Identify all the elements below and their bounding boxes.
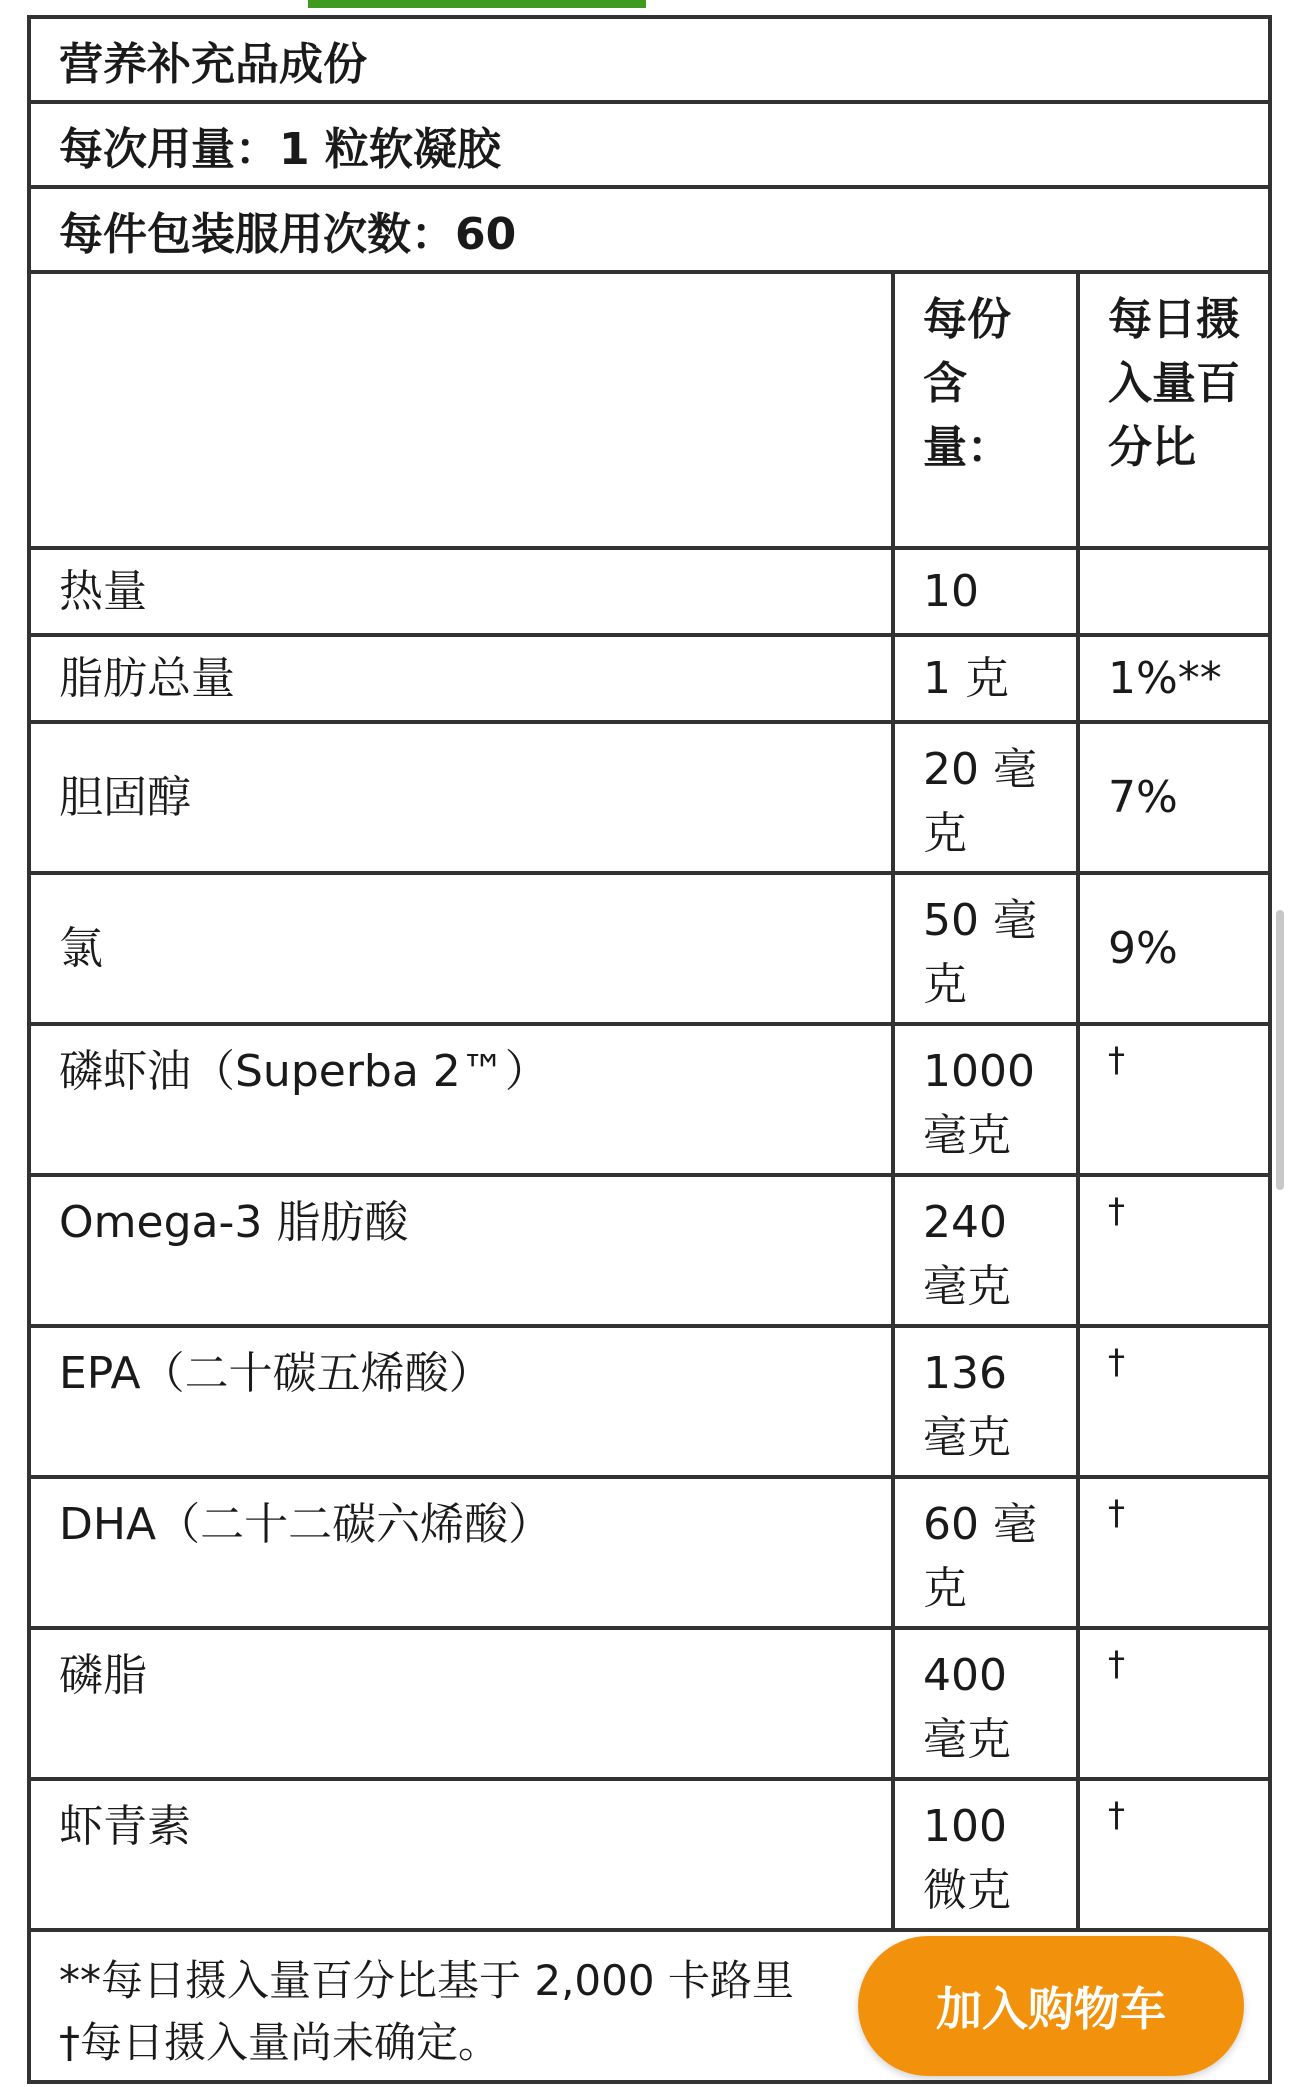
nutrient-dv <box>1080 550 1268 633</box>
table-row <box>31 1026 1268 1177</box>
nutrient-amount: 400 毫克 <box>895 1630 1080 1777</box>
nutrient-dv: † <box>1108 1040 1125 1080</box>
nutrient-amount: 10 <box>895 550 1080 633</box>
nutrient-dv: † <box>1108 1493 1125 1533</box>
nutrient-dv: † <box>1108 1191 1125 1231</box>
supplement-facts-table <box>27 15 1272 2084</box>
table-row <box>31 550 1268 637</box>
nutrient-dv: † <box>1108 1342 1125 1382</box>
nutrient-amount: 20 毫克 <box>895 724 1080 871</box>
column-header-row <box>31 274 1268 550</box>
add-to-cart-button[interactable]: 加入购物车 <box>858 1936 1244 2076</box>
nutrient-name: 热量 <box>31 550 895 633</box>
nutrient-name: 磷脂 <box>31 1630 895 1777</box>
table-row <box>31 1781 1268 1932</box>
table-row <box>31 724 1268 875</box>
nutrient-dv: † <box>1108 1644 1125 1684</box>
nutrient-amount: 100 微克 <box>895 1781 1080 1928</box>
nutrient-amount: 136 毫克 <box>895 1328 1080 1475</box>
table-row <box>31 1479 1268 1630</box>
nutrient-amount: 1000 毫克 <box>895 1026 1080 1173</box>
header-blank-cell <box>31 274 895 546</box>
table-row <box>31 637 1268 724</box>
nutrient-name: 胆固醇 <box>31 724 895 871</box>
nutrient-amount: 50 毫克 <box>895 875 1080 1022</box>
nutrient-name: EPA（二十碳五烯酸） <box>31 1328 895 1475</box>
scrollbar-thumb[interactable] <box>1276 910 1284 1190</box>
nutrient-amount: 1 克 <box>895 637 1080 720</box>
facts-title: 营养补充品成份 <box>31 19 1268 104</box>
header-daily-value: 每日摄入量百分比 <box>1108 294 1240 473</box>
table-row <box>31 1630 1268 1781</box>
nutrient-dv: 9% <box>1108 922 1178 974</box>
servings-per-container: 每件包装服用次数：60 <box>31 189 1268 274</box>
active-tab-indicator <box>308 0 646 8</box>
nutrient-amount: 60 毫克 <box>895 1479 1080 1626</box>
header-amount-per-serving: 每份含量： <box>895 274 1080 546</box>
nutrient-dv: 7% <box>1108 771 1178 823</box>
table-row <box>31 875 1268 1026</box>
table-row <box>31 1328 1268 1479</box>
nutrient-dv: † <box>1108 1795 1125 1835</box>
nutrient-dv: 1%** <box>1108 652 1222 704</box>
nutrient-name: 氯 <box>31 875 895 1022</box>
nutrient-name: 脂肪总量 <box>31 637 895 720</box>
nutrient-name: DHA（二十二碳六烯酸） <box>31 1479 895 1626</box>
nutrient-amount: 240 毫克 <box>895 1177 1080 1324</box>
page-scrollbar[interactable] <box>1268 0 1290 2087</box>
nutrient-name: 磷虾油（Superba 2™） <box>31 1026 895 1173</box>
serving-size: 每次用量：1 粒软凝胶 <box>31 104 1268 189</box>
footnote-dv-not-established: †每日摄入量尚未确定。 <box>59 2018 501 2067</box>
footnote-daily-value-basis: **每日摄入量百分比基于 2,000 卡路里 <box>59 1956 794 2005</box>
table-row <box>31 1177 1268 1328</box>
nutrient-name: Omega-3 脂肪酸 <box>31 1177 895 1324</box>
nutrient-name: 虾青素 <box>31 1781 895 1928</box>
